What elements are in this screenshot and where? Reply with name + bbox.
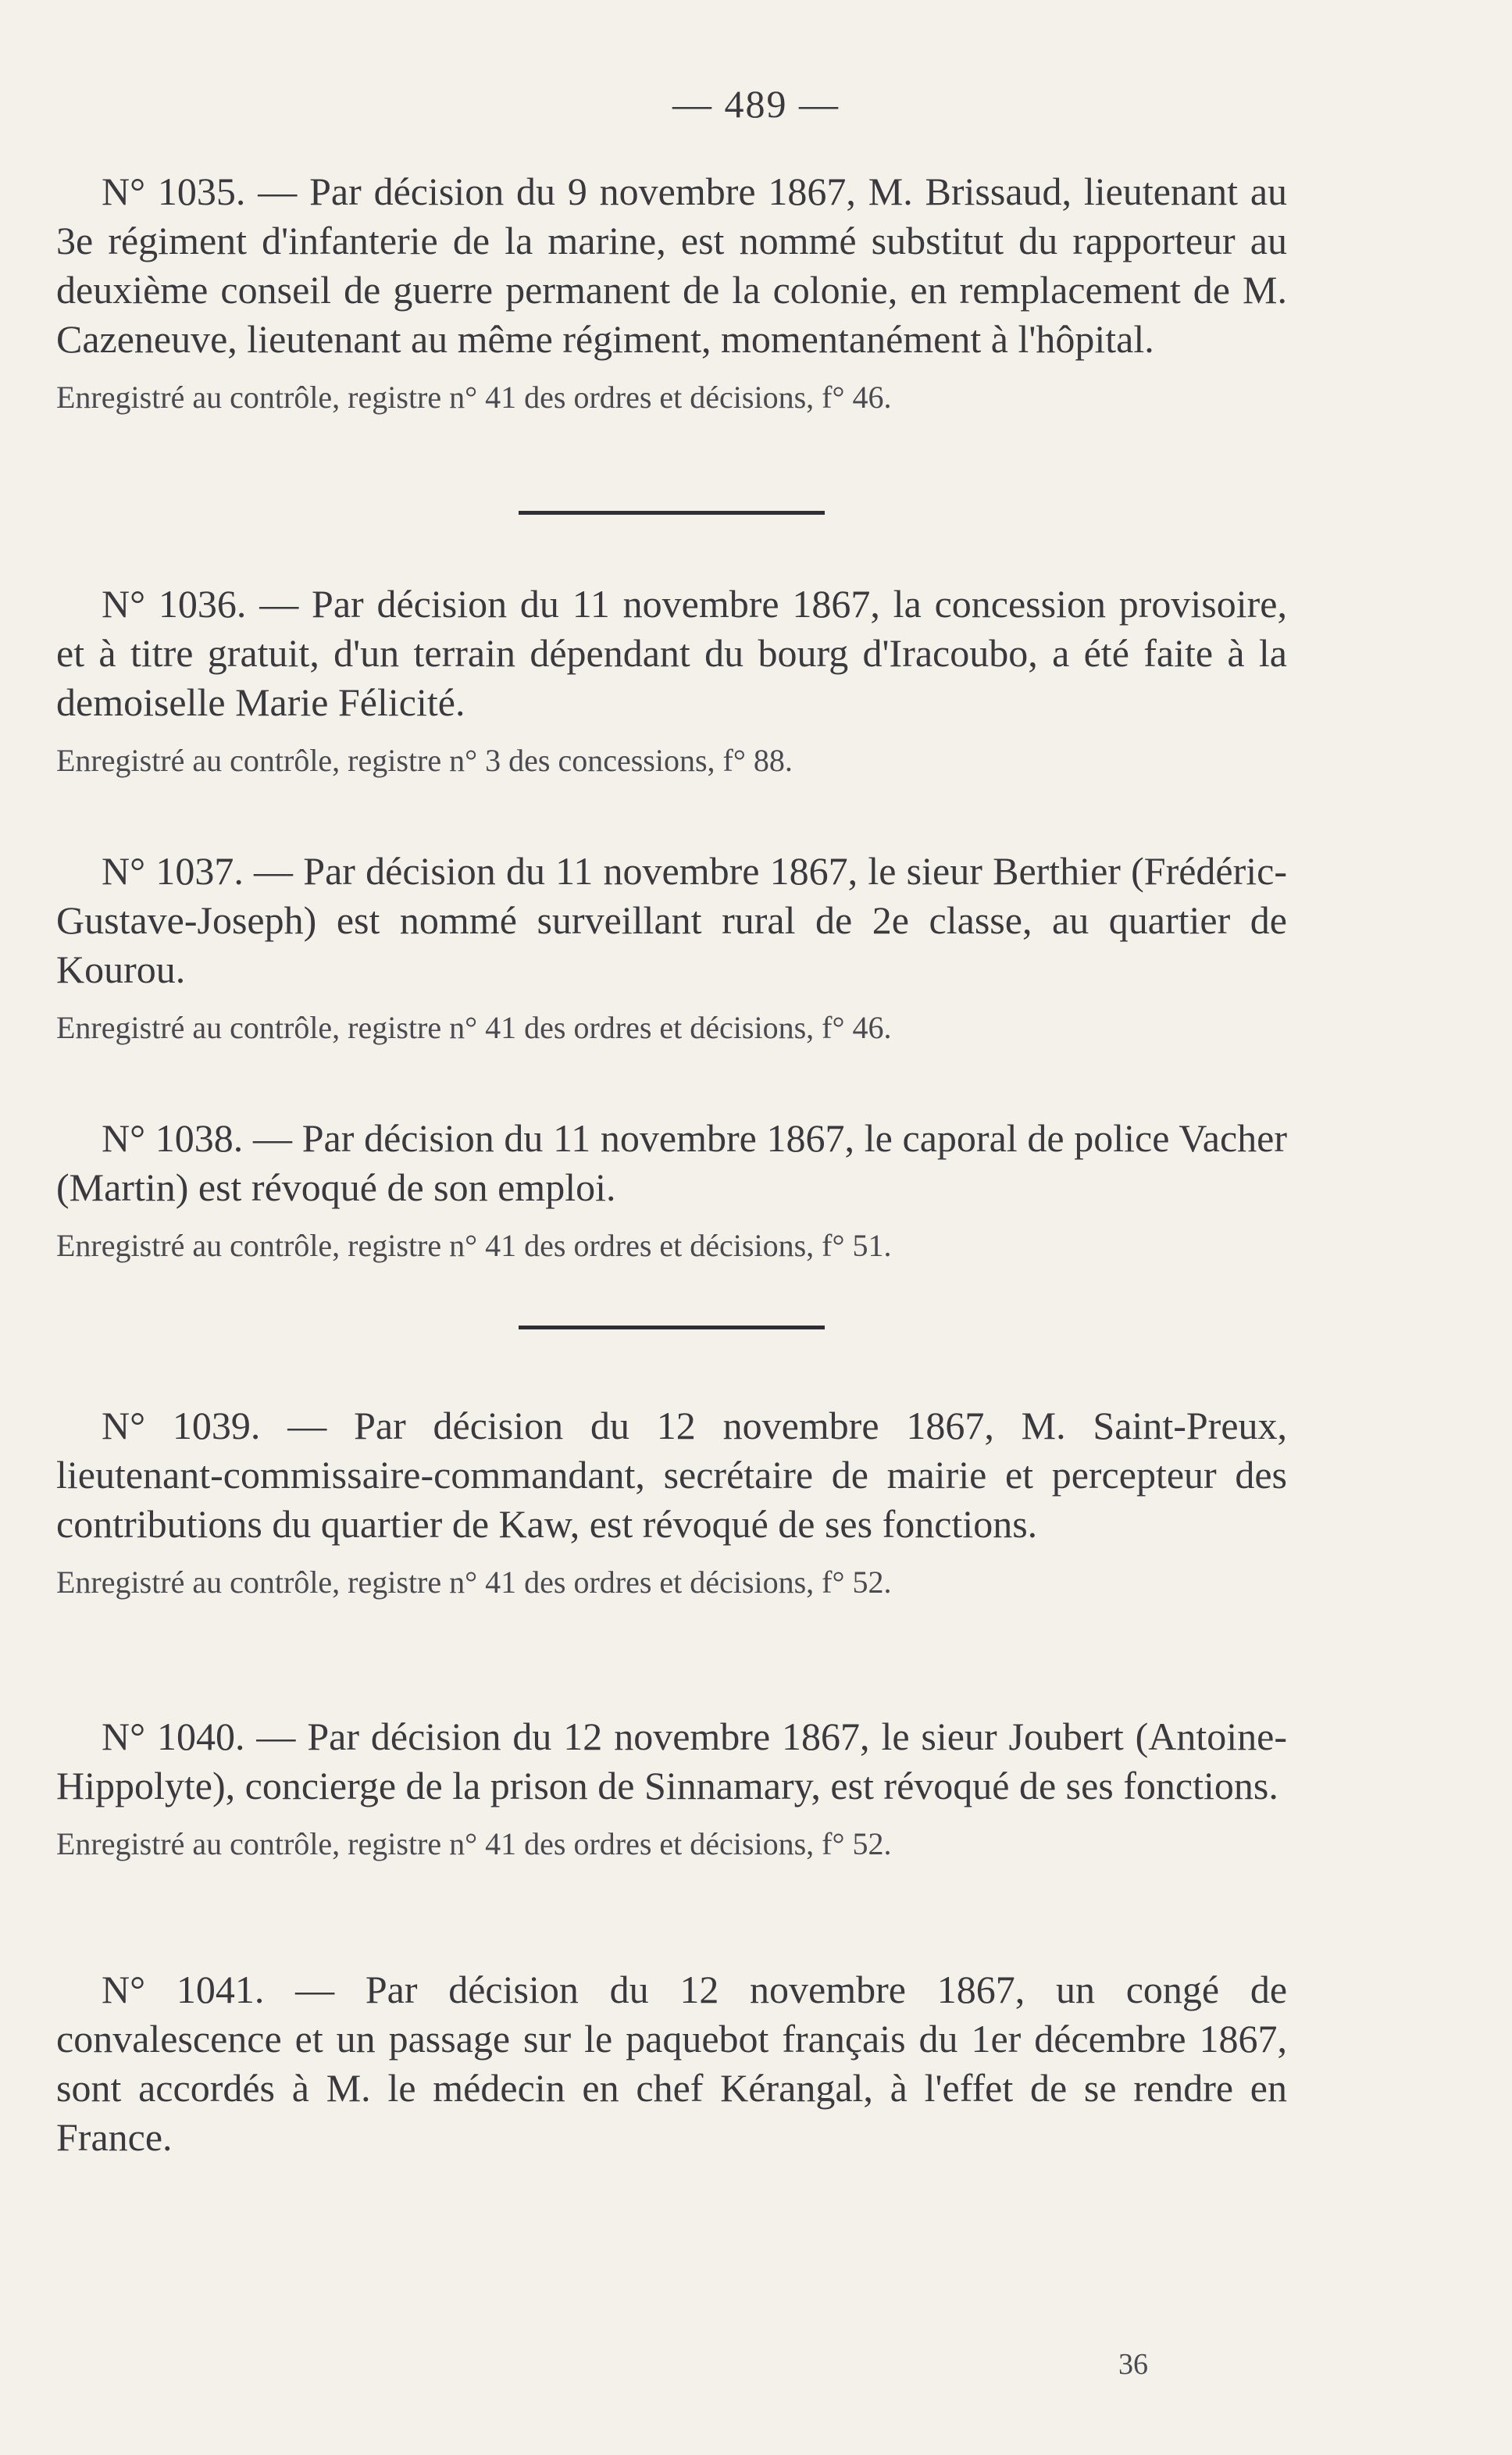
- decision-entry-1041: [56, 1965, 1287, 2162]
- signature-mark: 36: [1118, 2348, 1148, 2381]
- decision-entry-1040: [56, 1712, 1287, 1864]
- entry-number: N° 1037.: [102, 849, 244, 893]
- entry-body: [56, 1401, 1287, 1549]
- entry-body: [56, 167, 1287, 364]
- entry-body: [56, 1965, 1287, 2162]
- decision-entry-1039: [56, 1401, 1287, 1602]
- entry-number: N° 1041.: [102, 1968, 265, 2011]
- entry-text: — Par décision du 12 novembre 1867, M. Saint-Preux, lieutenant-commissaire-commandant, secrétaire de mairie et percepteur des contributions du quartier de Kaw, est révoqué de ses fonctions.: [56, 1404, 1288, 1546]
- registry-note: Enregistré au contrôle, registre n° 41 des ordres et décisions, f° 52.: [56, 1565, 892, 1600]
- registry-note: Enregistré au contrôle, registre n° 41 des ordres et décisions, f° 51.: [56, 1228, 892, 1263]
- entry-number: N° 1038.: [102, 1116, 244, 1160]
- entry-text: — Par décision du 11 novembre 1867, le sieur Berthier (Frédéric-Gustave-Joseph) est nommé surveillant rural de 2e classe, au quartier de Kourou.: [56, 849, 1288, 991]
- entry-body: [56, 847, 1287, 994]
- section-divider: [519, 511, 825, 515]
- entry-text: — Par décision du 11 novembre 1867, la concession provisoire, et à titre gratuit, d'un terrain dépendant du bourg d'Iracoubo, a été faite à la demoiselle Marie Félicité.: [56, 582, 1287, 724]
- entry-text: — Par décision du 11 novembre 1867, le caporal de police Vacher (Martin) est révoqué de son emploi.: [56, 1116, 1287, 1209]
- entry-number: N° 1035.: [102, 169, 246, 213]
- entry-text: — Par décision du 12 novembre 1867, le sieur Joubert (Antoine-Hippolyte), concierge de la prison de Sinnamary, est révoqué de ses fonctions.: [56, 1715, 1288, 1807]
- section-divider: [519, 1326, 825, 1329]
- page-number: — 489 —: [672, 82, 840, 126]
- entry-body: [56, 1712, 1287, 1811]
- decision-entry-1036: [56, 580, 1287, 780]
- entry-number: N° 1036.: [102, 582, 247, 626]
- entry-text: — Par décision du 12 novembre 1867, un congé de convalescence et un passage sur le paquebot français du 1er décembre 1867, sont accordés à M. le médecin en chef Kérangal, à l'effet de se rendre en France.: [56, 1968, 1288, 2159]
- entry-text: — Par décision du 9 novembre 1867, M. Brissaud, lieutenant au 3e régiment d'infanterie de la marine, est nommé substitut du rapporteur au deuxième conseil de guerre permanent de la colonie, en remplacement de M. Cazeneuve, lieutenant au même régiment, momentanément à l'hôpital.: [56, 169, 1288, 361]
- decision-entry-1035: [56, 167, 1287, 417]
- entry-number: N° 1040.: [102, 1715, 245, 1758]
- decision-entry-1037: [56, 847, 1287, 1047]
- registry-note: Enregistré au contrôle, registre n° 3 des concessions, f° 88.: [56, 743, 793, 778]
- registry-note: Enregistré au contrôle, registre n° 41 des ordres et décisions, f° 46.: [56, 380, 892, 415]
- registry-note: Enregistré au contrôle, registre n° 41 des ordres et décisions, f° 52.: [56, 1826, 892, 1861]
- registry-note: Enregistré au contrôle, registre n° 41 des ordres et décisions, f° 46.: [56, 1010, 892, 1045]
- entry-body: [56, 580, 1287, 727]
- decision-entry-1038: [56, 1114, 1287, 1265]
- entry-body: [56, 1114, 1287, 1212]
- entry-number: N° 1039.: [102, 1404, 261, 1447]
